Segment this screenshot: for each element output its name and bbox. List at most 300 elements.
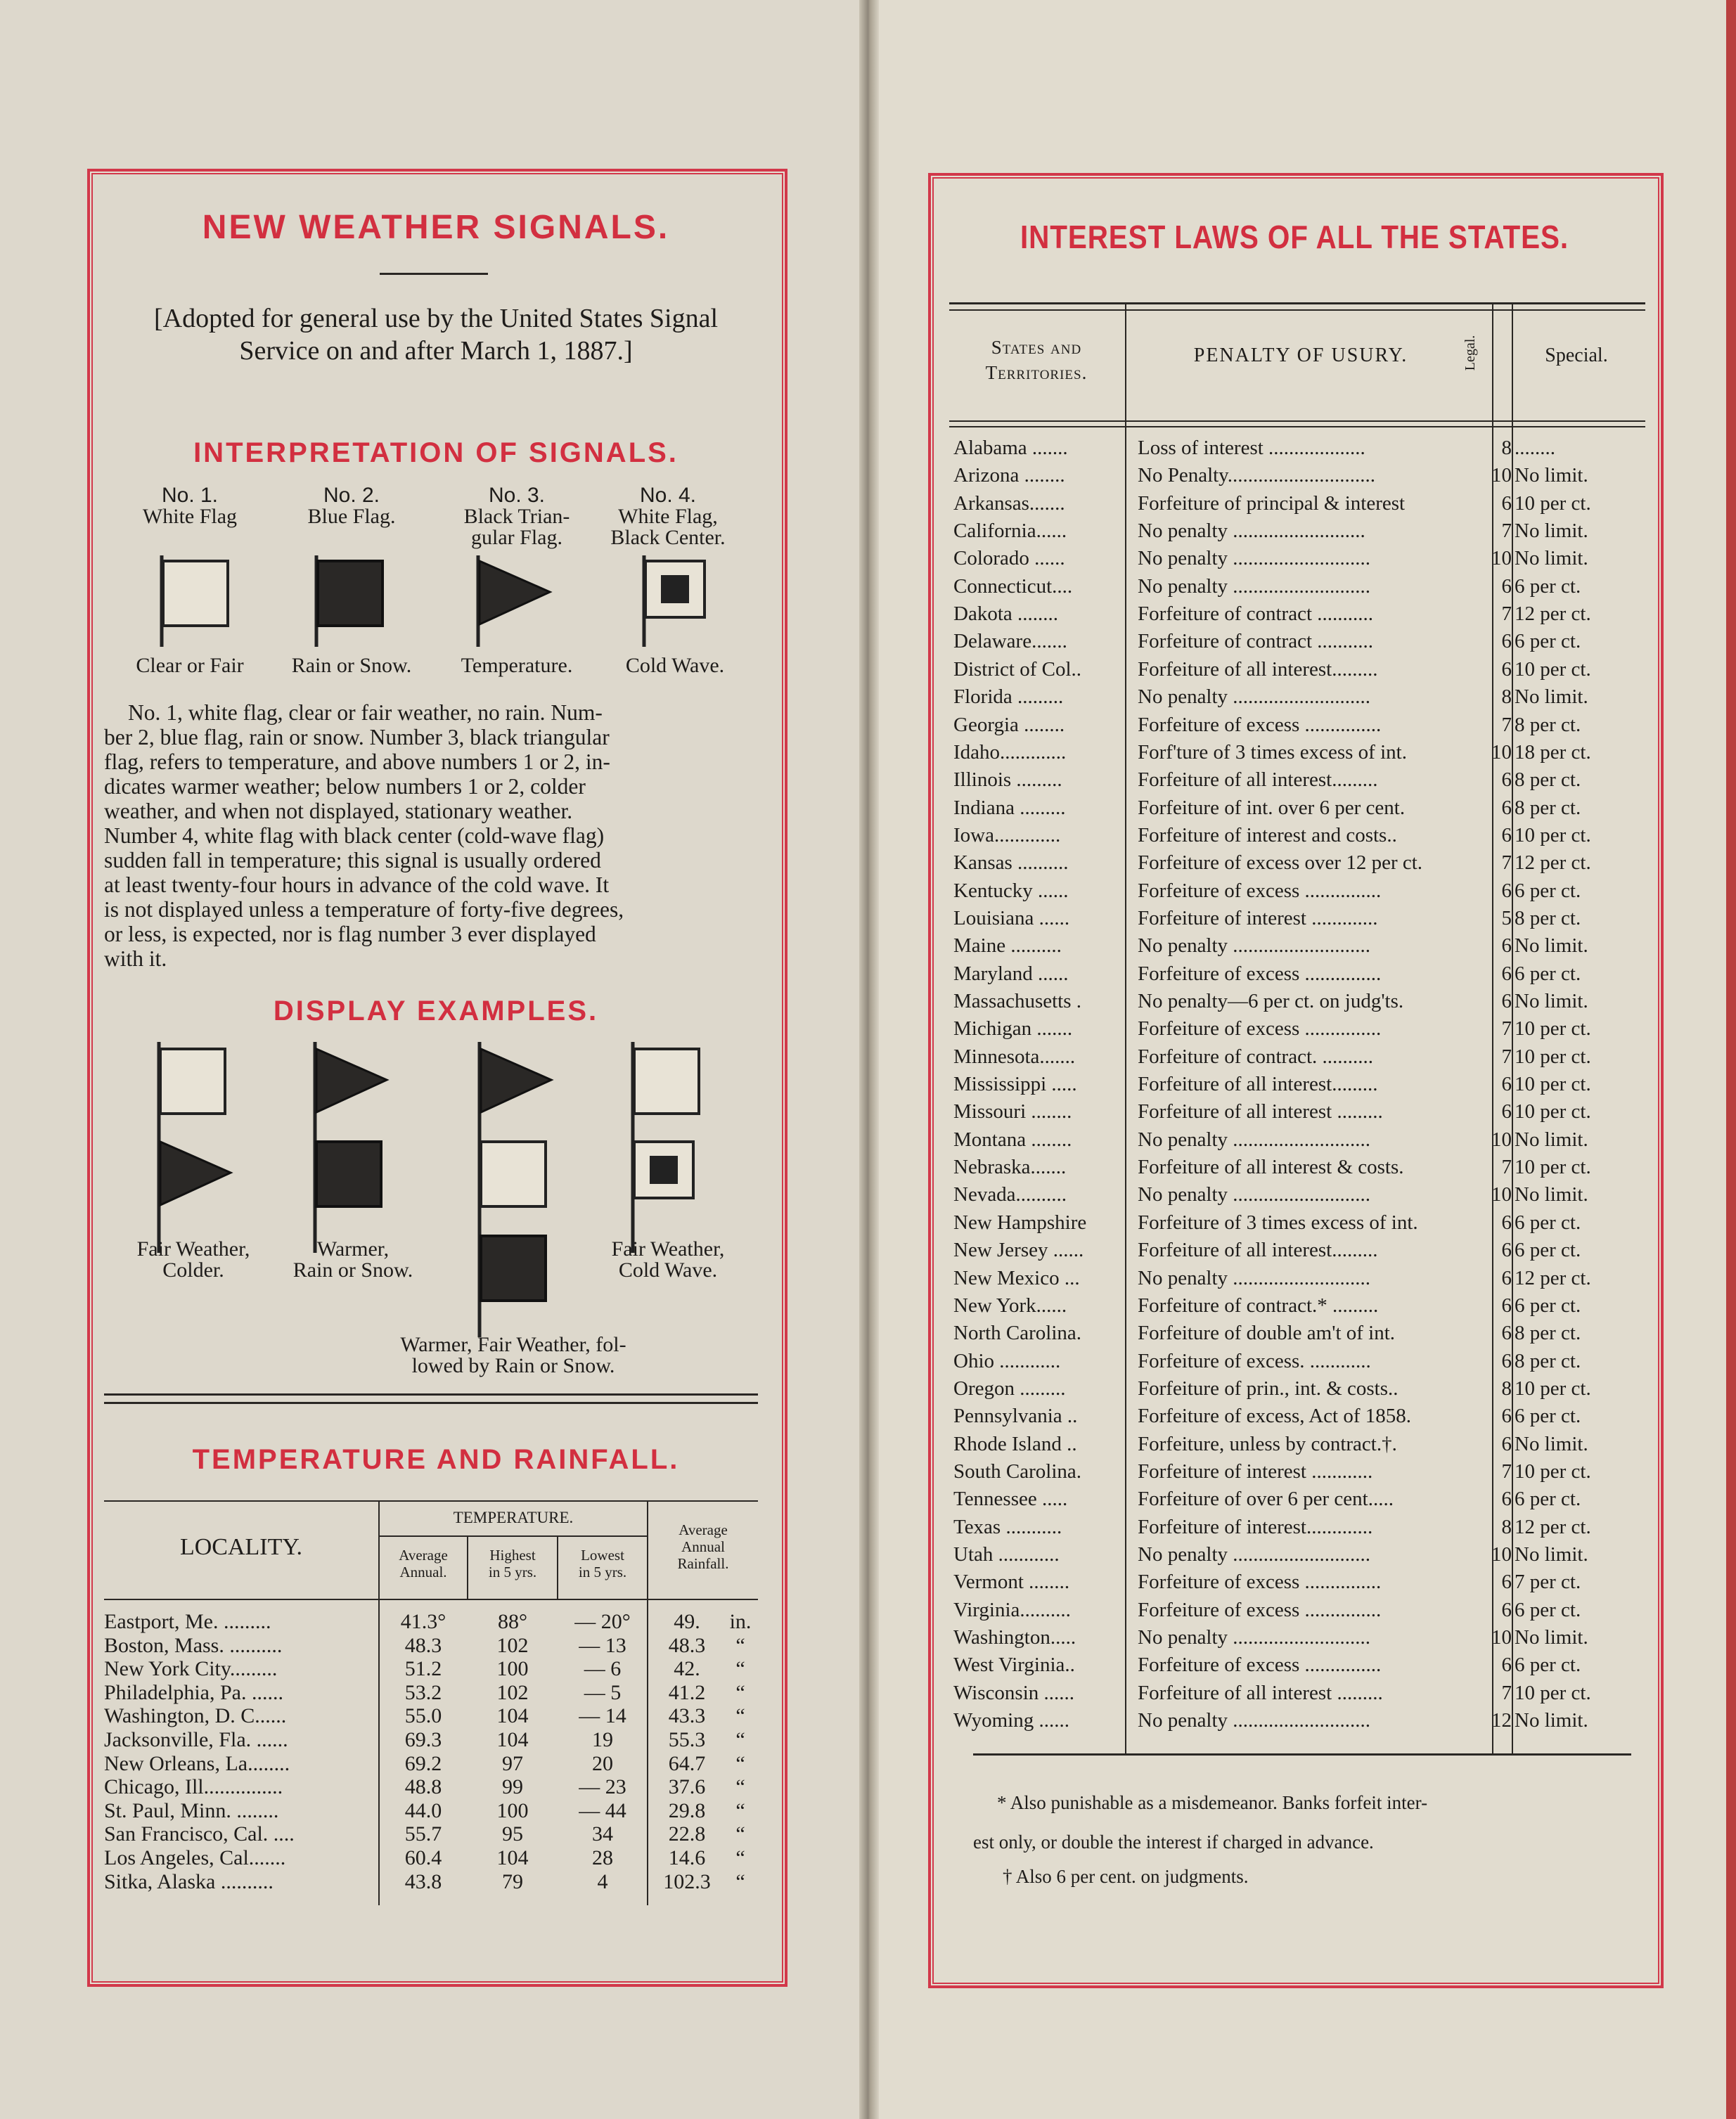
special-rate-cell: 8 per ct. — [1515, 1349, 1581, 1372]
state-cell: New Hampshire — [953, 1211, 1087, 1234]
header-line: in 5 yrs. — [578, 1564, 627, 1580]
title-rule — [380, 273, 488, 275]
legal-rate-cell: 6 — [1501, 1239, 1512, 1262]
header-line: in 5 yrs. — [488, 1564, 537, 1580]
state-cell: Idaho............. — [953, 740, 1067, 764]
header-line: States and — [991, 337, 1082, 358]
state-cell: Ohio ............ — [953, 1349, 1061, 1372]
average-temp-cell: 60.4 — [404, 1846, 442, 1869]
highest-temp-cell: 99 — [502, 1775, 523, 1799]
table-row — [953, 822, 1642, 849]
table-row — [953, 683, 1642, 711]
rainfall-unit-cell: “ — [735, 1728, 745, 1751]
state-cell: Wyoming ...... — [953, 1709, 1069, 1732]
penalty-cell: Forfeiture of interest and costs.. — [1138, 823, 1397, 846]
table-row — [953, 1320, 1642, 1347]
table-row — [953, 1597, 1642, 1624]
rainfall-unit-cell: in. — [729, 1610, 752, 1633]
table-row — [953, 1209, 1642, 1237]
penalty-cell: No penalty ........................... — [1138, 934, 1371, 958]
rainfall-cell: 37.6 — [668, 1775, 706, 1799]
table-row — [104, 1752, 758, 1776]
header-line: Average — [679, 1521, 728, 1538]
penalty-cell: No penalty ........................... — [1138, 1626, 1371, 1649]
signal-3-label — [436, 485, 598, 548]
example-caption-line: Cold Wave. — [618, 1258, 718, 1282]
table-top-rule — [104, 1500, 758, 1502]
legal-rate-cell: 6 — [1501, 796, 1512, 819]
cold-wave-flag-icon — [640, 555, 717, 647]
state-cell: Kentucky ...... — [953, 879, 1069, 902]
penalty-cell: No penalty .......................... — [1138, 520, 1365, 543]
example-caption-line: Warmer, — [316, 1237, 390, 1261]
table-row — [953, 1458, 1642, 1486]
state-cell: Georgia ........ — [953, 713, 1065, 736]
special-rate-cell: No limit. — [1515, 1626, 1588, 1649]
penalty-cell: Forfeiture of prin., int. & costs.. — [1138, 1377, 1399, 1400]
penalty-cell: Forfeiture of excess ............... — [1138, 1571, 1382, 1594]
legal-rate-cell: 6 — [1501, 1488, 1512, 1511]
special-rate-cell: 10 per ct. — [1515, 1681, 1591, 1704]
penalty-cell: Forfeiture of contract ........... — [1138, 603, 1374, 626]
highest-temp-cell: 104 — [496, 1728, 529, 1751]
penalty-cell: No penalty ........................... — [1138, 1709, 1371, 1732]
signal-1-meaning: Clear or Fair — [136, 654, 244, 677]
legal-rate-cell: 7 — [1501, 603, 1512, 626]
legal-rate-cell: 6 — [1501, 934, 1512, 958]
description-line: ber 2, blue flag, rain or snow. Number 3, black triangular — [104, 725, 610, 749]
rainfall-cell: 14.6 — [668, 1846, 706, 1869]
average-temp-cell: 55.7 — [404, 1822, 442, 1846]
table-row — [953, 1071, 1642, 1098]
locality-cell: Eastport, Me. ......... — [104, 1610, 271, 1633]
book-edge — [1726, 0, 1736, 2119]
adoption-note-line1: [Adopted for general use by the United States Signal — [153, 304, 719, 333]
penalty-cell: Forfeiture of excess ............... — [1138, 1598, 1382, 1621]
state-cell: New Mexico ... — [953, 1266, 1080, 1289]
legal-rate-cell: 8 — [1501, 685, 1512, 709]
state-cell: California...... — [953, 520, 1067, 543]
penalty-cell: Forfeiture of contract. .......... — [1138, 1045, 1374, 1068]
state-cell: North Carolina. — [953, 1322, 1082, 1345]
table-row — [953, 1486, 1642, 1513]
white-flag-icon — [157, 555, 235, 647]
table-row — [953, 932, 1642, 960]
penalty-cell: No penalty ........................... — [1138, 1183, 1371, 1206]
legal-rate-cell: 6 — [1501, 574, 1512, 598]
signal-number: No. 4. — [639, 484, 697, 507]
description-line: flag, refers to temperature, and above numbers 1 or 2, in- — [104, 749, 610, 774]
special-rate-cell: 10 per ct. — [1515, 1045, 1591, 1068]
locality-cell: San Francisco, Cal. .... — [104, 1822, 295, 1846]
average-temp-cell: 48.3 — [404, 1633, 442, 1657]
rainfall-cell: 42. — [674, 1657, 700, 1681]
legal-rate-cell: 6 — [1501, 1100, 1512, 1123]
table-row — [953, 1126, 1642, 1154]
description-line: weather, and when not displayed, stationary weather. — [104, 799, 573, 823]
legal-rate-cell: 6 — [1501, 990, 1512, 1012]
highest-temp-cell: 97 — [502, 1751, 523, 1775]
signal-2-meaning: Rain or Snow. — [291, 654, 412, 677]
penalty-cell: Forfeiture, unless by contract.†. — [1138, 1432, 1397, 1455]
table-row — [953, 1237, 1642, 1264]
rainfall-cell: 22.8 — [668, 1822, 706, 1846]
state-cell: Connecticut.... — [953, 574, 1073, 598]
table-row — [953, 1514, 1642, 1541]
state-cell: Vermont ........ — [953, 1571, 1070, 1594]
penalty-cell: Forfeiture of int. over 6 per cent. — [1138, 796, 1406, 819]
special-rate-cell: ........ — [1515, 437, 1555, 459]
table-row — [953, 1569, 1642, 1596]
table-row — [953, 656, 1642, 683]
example-fair-colder-icon — [155, 1042, 239, 1253]
special-rate-cell: 10 per ct. — [1515, 1073, 1591, 1096]
lowest-header — [558, 1547, 647, 1580]
table-row — [953, 545, 1642, 572]
table-row — [953, 600, 1642, 628]
table-row — [953, 1043, 1642, 1071]
state-cell: Colorado ...... — [953, 547, 1065, 570]
special-rate-cell: 12 per ct. — [1515, 851, 1591, 875]
locality-cell: Jacksonville, Fla. ...... — [104, 1728, 288, 1751]
legal-rate-cell: 10 — [1491, 1128, 1512, 1151]
rainfall-unit-cell: “ — [735, 1846, 745, 1869]
state-cell: West Virginia.. — [953, 1654, 1075, 1677]
rainfall-cell: 55.3 — [668, 1728, 706, 1751]
legal-rate-cell: 6 — [1501, 1211, 1512, 1234]
table-row — [953, 1154, 1642, 1181]
legal-rate-cell: 7 — [1501, 1460, 1512, 1483]
legal-rate-cell: 6 — [1501, 1432, 1512, 1455]
rainfall-cell: 64.7 — [668, 1751, 706, 1775]
penalty-cell: Forfeiture of all interest ......... — [1138, 1681, 1383, 1704]
penalty-cell: Forfeiture of contract ........... — [1138, 630, 1374, 653]
example-caption-line: Colder. — [162, 1258, 224, 1282]
special-rate-cell: 6 per ct. — [1515, 1654, 1581, 1677]
state-cell: Washington..... — [953, 1626, 1076, 1649]
table-row — [953, 1098, 1642, 1126]
table-row — [953, 1292, 1642, 1320]
special-rate-cell: 10 per ct. — [1515, 657, 1591, 681]
penalty-cell: No penalty ........................... — [1138, 1128, 1371, 1151]
lowest-temp-cell: 20 — [592, 1751, 613, 1775]
penalty-cell: No penalty ........................... — [1138, 685, 1371, 709]
state-cell: Rhode Island .. — [953, 1432, 1077, 1455]
special-rate-cell: 10 per ct. — [1515, 491, 1591, 515]
table-row — [104, 1657, 758, 1681]
special-rate-cell: 7 per ct. — [1515, 1571, 1581, 1594]
signal-description — [104, 700, 762, 971]
example-3-caption — [366, 1334, 661, 1377]
table-row — [104, 1775, 758, 1799]
lowest-temp-cell: 34 — [592, 1822, 613, 1846]
table-row — [953, 434, 1642, 462]
example-caption-line: Fair Weather, — [611, 1237, 725, 1261]
legal-rate-cell: 10 — [1491, 464, 1512, 487]
highest-temp-cell: 79 — [502, 1869, 523, 1893]
penalty-cell: Forfeiture of excess ............... — [1138, 713, 1382, 736]
special-rate-cell: No limit. — [1515, 1128, 1588, 1151]
table-row — [953, 711, 1642, 739]
table-top-rule — [949, 302, 1645, 304]
penalty-cell: Forfeiture of principal & interest — [1138, 491, 1406, 515]
signal-number: No. 2. — [323, 484, 380, 507]
legal-rate-cell: 5 — [1501, 906, 1512, 929]
penalty-cell: Forfeiture of excess ............... — [1138, 1654, 1382, 1677]
penalty-cell: Forfeiture of excess ............... — [1138, 1017, 1382, 1041]
example-4-caption — [584, 1239, 752, 1281]
table-row — [104, 1704, 758, 1728]
rainfall-unit-cell: “ — [735, 1798, 745, 1822]
header-line: Lowest — [581, 1547, 624, 1564]
highest-header — [468, 1547, 557, 1580]
signal-name: White Flag, — [618, 505, 718, 528]
book-gutter — [859, 0, 879, 2119]
penalty-cell: Loss of interest ................... — [1138, 437, 1365, 459]
display-examples-heading: DISPLAY EXAMPLES. — [273, 996, 599, 1026]
average-temp-cell: 44.0 — [404, 1798, 442, 1822]
penalty-cell: Forfeiture of excess. ............ — [1138, 1349, 1371, 1372]
legal-header: Legal. — [1462, 335, 1478, 371]
header-line: Rainfall. — [677, 1555, 729, 1572]
special-rate-cell: 8 per ct. — [1515, 1322, 1581, 1345]
penalty-cell: No Penalty............................. — [1138, 464, 1376, 487]
blue-flag-icon — [312, 555, 390, 647]
penalty-cell: Forfeiture of excess ............... — [1138, 879, 1382, 902]
special-rate-cell: 6 per ct. — [1515, 574, 1581, 598]
table-bottom-rule — [973, 1753, 1631, 1756]
state-cell: Illinois ......... — [953, 768, 1062, 792]
legal-rate-cell: 6 — [1501, 962, 1512, 985]
locality-cell: New Orleans, La........ — [104, 1751, 290, 1775]
special-rate-cell: 10 per ct. — [1515, 1460, 1591, 1483]
temperature-heading: TEMPERATURE AND RAINFALL. — [192, 1444, 680, 1475]
header-line: Highest — [489, 1547, 536, 1564]
lowest-temp-cell: — 13 — [579, 1633, 626, 1657]
special-rate-cell: 6 per ct. — [1515, 1294, 1581, 1317]
example-caption-line: Rain or Snow. — [292, 1258, 413, 1282]
legal-rate-cell: 10 — [1491, 1183, 1512, 1206]
black-triangle-flag-icon — [474, 555, 558, 647]
special-rate-cell: No limit. — [1515, 1183, 1588, 1206]
rainfall-unit-cell: “ — [735, 1751, 745, 1775]
signal-4-meaning: Cold Wave. — [625, 654, 725, 677]
rainfall-unit-cell: “ — [735, 1680, 745, 1704]
special-rate-cell: No limit. — [1515, 685, 1588, 709]
description-line: sudden fall in temperature; this signal is usually ordered — [104, 848, 601, 872]
legal-rate-cell: 6 — [1501, 1571, 1512, 1594]
legal-rate-cell: 6 — [1501, 1073, 1512, 1096]
state-cell: Florida ......... — [953, 685, 1064, 709]
penalty-header: PENALTY OF USURY. — [1193, 344, 1408, 366]
locality-cell: Chicago, Ill............... — [104, 1775, 283, 1799]
legal-rate-cell: 6 — [1501, 1598, 1512, 1621]
special-rate-cell: 6 per ct. — [1515, 1211, 1581, 1234]
legal-rate-cell: 10 — [1491, 1543, 1512, 1566]
state-cell: Nebraska....... — [953, 1156, 1067, 1179]
special-rate-cell: 8 per ct. — [1515, 796, 1581, 819]
state-cell: Louisiana ...... — [953, 906, 1070, 929]
penalty-cell: Forfeiture of interest............. — [1138, 1515, 1373, 1538]
rainfall-unit-cell: “ — [735, 1657, 745, 1681]
special-rate-cell: No limit. — [1515, 464, 1588, 487]
rainfall-unit-cell: “ — [735, 1633, 745, 1657]
table-row — [104, 1681, 758, 1705]
rainfall-cell: 48.3 — [668, 1633, 706, 1657]
penalty-cell: Forfeiture of all interest......... — [1138, 1239, 1378, 1262]
state-cell: Montana ........ — [953, 1128, 1072, 1151]
adoption-note-line2: Service on and after March 1, 1887.] — [239, 336, 633, 366]
legal-rate-cell: 10 — [1491, 547, 1512, 570]
penalty-cell: Forfeiture of interest ............. — [1138, 906, 1378, 929]
state-cell: Mississippi ..... — [953, 1073, 1077, 1096]
highest-temp-cell: 88° — [498, 1610, 527, 1633]
table-row — [953, 1651, 1642, 1679]
penalty-cell: Forfeiture of excess over 12 per ct. — [1138, 851, 1423, 875]
legal-rate-cell: 6 — [1501, 1266, 1512, 1289]
state-cell: Oregon ......... — [953, 1377, 1066, 1400]
signal-4-label — [591, 485, 745, 548]
legal-rate-cell: 7 — [1501, 1681, 1512, 1704]
average-temp-cell: 43.8 — [404, 1869, 442, 1893]
penalty-cell: Forfeiture of all interest......... — [1138, 768, 1378, 792]
description-line: Number 4, white flag with black center (cold-wave flag) — [104, 823, 605, 848]
description-line: at least twenty-four hours in advance of the cold wave. It — [104, 872, 610, 897]
table-row — [104, 1870, 758, 1894]
legal-rate-cell: 8 — [1501, 1515, 1512, 1538]
special-rate-cell: 8 per ct. — [1515, 906, 1581, 929]
special-rate-cell: 10 per ct. — [1515, 1377, 1591, 1400]
average-temp-cell: 69.3 — [404, 1728, 442, 1751]
footnote-judgments: † Also 6 per cent. on judgments. — [1003, 1866, 1249, 1887]
state-cell: Tennessee ..... — [953, 1488, 1068, 1511]
penalty-cell: Forfeiture of interest ............ — [1138, 1460, 1373, 1483]
table-row — [953, 1624, 1642, 1651]
state-cell: Dakota ........ — [953, 603, 1058, 626]
table-row — [953, 739, 1642, 766]
signal-number: No. 1. — [161, 484, 219, 507]
highest-temp-cell: 100 — [496, 1657, 529, 1681]
penalty-cell: No penalty ........................... — [1138, 574, 1371, 598]
table-row — [953, 1431, 1642, 1458]
special-rate-cell: No limit. — [1515, 1543, 1588, 1566]
signal-2-label — [281, 485, 422, 527]
special-rate-cell: 6 per ct. — [1515, 879, 1581, 902]
rainfall-cell: 29.8 — [668, 1798, 706, 1822]
highest-temp-cell: 100 — [496, 1798, 529, 1822]
penalty-cell: No penalty ........................... — [1138, 547, 1371, 570]
penalty-cell: Forfeiture of all interest......... — [1138, 657, 1378, 681]
description-line: dicates warmer weather; below numbers 1 or 2, colder — [104, 774, 586, 799]
special-rate-cell: 6 per ct. — [1515, 962, 1581, 985]
table-row — [104, 1728, 758, 1752]
example-caption-line: Fair Weather, — [136, 1237, 250, 1261]
lowest-temp-cell: 4 — [597, 1869, 608, 1893]
interpretation-heading: INTERPRETATION OF SIGNALS. — [193, 437, 679, 468]
special-rate-cell: 6 per ct. — [1515, 1598, 1581, 1621]
special-rate-cell: 6 per ct. — [1515, 630, 1581, 653]
legal-rate-cell: 6 — [1501, 1294, 1512, 1317]
header-line: Average — [399, 1547, 448, 1564]
header-line: Territories. — [985, 362, 1088, 383]
average-temp-cell: 55.0 — [404, 1704, 442, 1728]
locality-cell: Sitka, Alaska .......... — [104, 1869, 274, 1893]
legal-rate-cell: 7 — [1501, 851, 1512, 875]
locality-cell: St. Paul, Minn. ........ — [104, 1798, 279, 1822]
special-rate-cell: No limit. — [1515, 1709, 1588, 1732]
penalty-cell: No penalty ........................... — [1138, 1543, 1371, 1566]
avg-annual-header — [380, 1547, 467, 1580]
state-cell: Virginia.......... — [953, 1598, 1071, 1621]
rainfall-header — [648, 1521, 758, 1572]
state-cell: Texas ........... — [953, 1515, 1062, 1538]
highest-temp-cell: 104 — [496, 1704, 529, 1728]
state-cell: Alabama ....... — [953, 437, 1068, 459]
special-rate-cell: No limit. — [1515, 934, 1588, 958]
lowest-temp-cell: — 6 — [584, 1657, 622, 1681]
example-warmer-rain-icon — [311, 1042, 395, 1253]
highest-temp-cell: 95 — [502, 1822, 523, 1846]
special-rate-cell: 8 per ct. — [1515, 713, 1581, 736]
special-rate-cell: 10 per ct. — [1515, 823, 1591, 846]
legal-rate-cell: 6 — [1501, 768, 1512, 792]
table-row — [104, 1634, 758, 1658]
description-line: or less, is expected, nor is flag number 3 ever displayed — [104, 922, 596, 946]
locality-cell: New York City......... — [104, 1657, 278, 1681]
state-cell: Utah ............ — [953, 1543, 1060, 1566]
state-cell: New Jersey ...... — [953, 1239, 1084, 1262]
legal-rate-cell: 7 — [1501, 1017, 1512, 1041]
locality-cell: Los Angeles, Cal....... — [104, 1846, 286, 1869]
table-row — [953, 462, 1642, 489]
state-cell: Pennsylvania .. — [953, 1405, 1078, 1428]
lowest-temp-cell: 19 — [592, 1728, 613, 1751]
special-rate-cell: 12 per ct. — [1515, 603, 1591, 626]
table-row — [953, 573, 1642, 600]
legal-rate-cell: 6 — [1501, 657, 1512, 681]
section-rule — [104, 1402, 758, 1404]
table-row — [953, 1015, 1642, 1043]
legal-rate-cell: 6 — [1501, 1349, 1512, 1372]
table-row — [953, 960, 1642, 988]
example-caption-line: Warmer, Fair Weather, fol- — [400, 1333, 626, 1356]
legal-rate-cell: 7 — [1501, 520, 1512, 543]
penalty-cell: Forfeiture of excess, Act of 1858. — [1138, 1405, 1411, 1428]
example-2-caption — [269, 1239, 437, 1281]
signal-name-2: Black Center. — [610, 526, 726, 549]
average-temp-cell: 48.8 — [404, 1775, 442, 1799]
legal-rate-cell: 6 — [1501, 1654, 1512, 1677]
table-row — [953, 1265, 1642, 1292]
special-rate-cell: No limit. — [1515, 1432, 1588, 1455]
state-cell: Iowa............. — [953, 823, 1061, 846]
locality-header: LOCALITY. — [179, 1534, 303, 1560]
example-caption-line: lowed by Rain or Snow. — [411, 1354, 615, 1377]
highest-temp-cell: 102 — [496, 1680, 529, 1704]
footnote-line: est only, or double the interest if charged in advance. — [973, 1831, 1374, 1853]
average-temp-cell: 53.2 — [404, 1680, 442, 1704]
locality-cell: Washington, D. C...... — [104, 1704, 287, 1728]
state-cell: Maryland ...... — [953, 962, 1069, 985]
states-header — [951, 335, 1122, 385]
state-cell: New York...... — [953, 1294, 1067, 1317]
state-cell: Missouri ........ — [953, 1100, 1072, 1123]
locality-cell: Boston, Mass. .......... — [104, 1633, 283, 1657]
rainfall-unit-cell: “ — [735, 1869, 745, 1893]
table-row — [953, 628, 1642, 655]
rainfall-cell: 41.2 — [668, 1680, 706, 1704]
interest-laws-title: INTEREST LAWS OF ALL THE STATES. — [1020, 219, 1569, 255]
